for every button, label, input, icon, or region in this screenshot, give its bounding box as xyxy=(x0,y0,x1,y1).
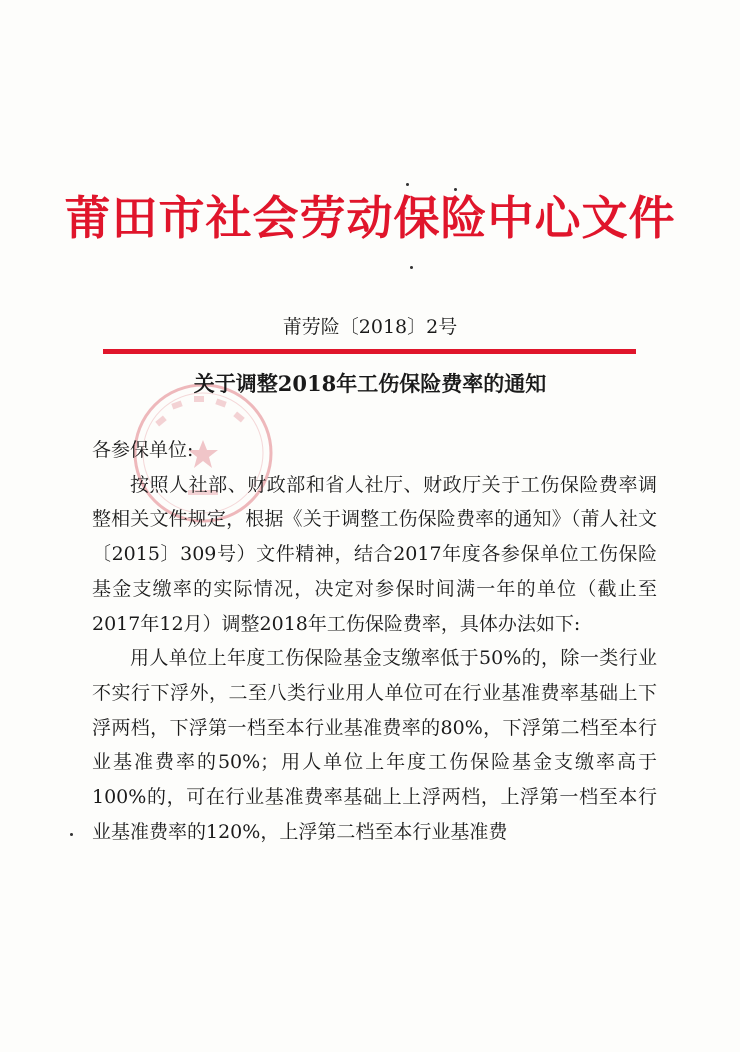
document-body xyxy=(92,433,657,849)
red-separator-line xyxy=(103,349,636,354)
document-title: 关于调整2018年工伤保险费率的通知 xyxy=(193,371,547,396)
paragraph: 用人单位上年度工伤保险基金支缴率低于50%的，除一类行业不实行下浮外，二至八类行业用人单位可在行业基准费率基础上下浮两档，下浮第一档至本行业基准费率的80%，下浮第二档至本行业基准费率的50%；用人单位上年度工伤保险基金支缴率高于100%的，可在行业基准费率基础上上浮两档，上浮第一档至本行业基准费率的120%，上浮第二档至本行业基准费 xyxy=(92,647,657,843)
scan-speck xyxy=(410,266,413,269)
letterhead: 莆田市社会劳动保险中心文件 xyxy=(64,191,676,245)
scan-speck xyxy=(454,188,457,191)
salutation: 各参保单位: xyxy=(92,439,194,461)
document-number: 莆劳险〔2018〕2号 xyxy=(282,316,458,338)
scan-speck xyxy=(70,833,73,836)
paragraph: 按照人社部、财政部和省人社厅、财政厅关于工伤保险费率调整相关文件规定，根据《关于调整工伤保险费率的通知》（莆人社文〔2015〕309号）文件精神，结合2017年度各参保单位工伤保险基金支缴率的实际情况，决定对参保时间满一年的单位（截止至2017年12月）调整2018年工伤保险费率，具体办法如下: xyxy=(92,473,657,635)
scan-speck xyxy=(406,183,409,186)
